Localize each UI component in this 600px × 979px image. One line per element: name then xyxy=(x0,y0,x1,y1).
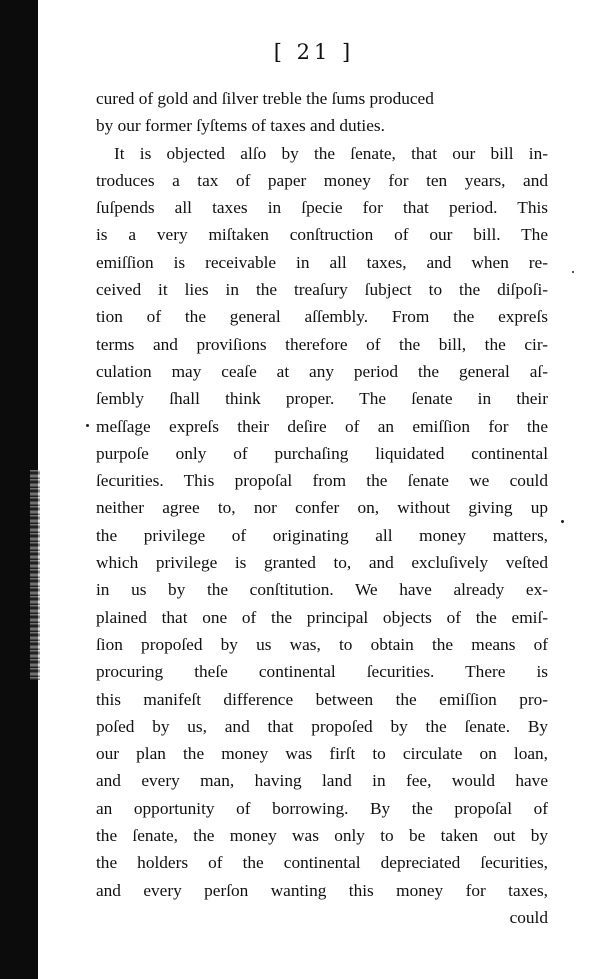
ink-speck xyxy=(86,424,89,427)
text-line: is a very miſtaken conſtruction of our bill. The xyxy=(96,225,548,245)
text-line: culation may ceaſe at any period the general aſ- xyxy=(96,361,548,381)
text-line: the ſenate, the money was only to be taken out by xyxy=(96,826,548,846)
ink-speck xyxy=(561,520,564,523)
spine-texture xyxy=(30,470,40,680)
text-line: in us by the conſtitution. We have already ex- xyxy=(96,580,548,600)
text-line: terms and proviſions therefore of the bill, the cir- xyxy=(96,334,548,354)
text-line: plained that one of the principal objects of the emiſ- xyxy=(96,607,548,627)
text-line: and every man, having land in fee, would have xyxy=(96,771,548,791)
text-line: our plan the money was firſt to circulate on loan, xyxy=(96,744,548,764)
text-line: which privilege is granted to, and excluſively veſted xyxy=(96,553,548,573)
text-line: ſecurities. This propoſal from the ſenate we could xyxy=(96,471,548,491)
text-line: the holders of the continental depreciated ſecurities, xyxy=(96,853,548,873)
book-spine-shadow xyxy=(0,0,38,979)
text-line: neither agree to, nor confer on, without giving up xyxy=(96,498,548,518)
text-line: purpoſe only of purchaſing liquidated continental xyxy=(96,443,548,463)
text-line: and every perſon wanting this money for taxes, xyxy=(96,880,548,900)
text-line: this manifeſt difference between the emiſſion pro- xyxy=(96,689,548,709)
page-number: [ 21 ] xyxy=(273,40,355,64)
text-line: tion of the general aſſembly. From the expreſs xyxy=(96,307,548,327)
text-line: by our former ſyſtems of taxes and duties. xyxy=(96,116,385,136)
text-line: an opportunity of borrowing. By the propoſal of xyxy=(96,798,548,818)
text-line: the privilege of originating all money matters, xyxy=(96,525,548,545)
catchword: could xyxy=(509,907,548,927)
text-line: poſed by us, and that propoſed by the ſenate. By xyxy=(96,716,548,736)
text-line: cured of gold and ſilver treble the ſums produced xyxy=(96,89,434,108)
text-line: meſſage expreſs their deſire of an emiſſion for the xyxy=(96,416,548,436)
text-line: ſembly ſhall think proper. The ſenate in their xyxy=(96,389,548,409)
text-line: ceived it lies in the treaſury ſubject to the diſpoſi- xyxy=(96,280,548,300)
text-line: emiſſion is receivable in all taxes, and when re- xyxy=(96,252,548,272)
text-line: procuring theſe continental ſecurities. There is xyxy=(96,662,548,682)
body-text xyxy=(96,85,548,931)
ink-speck xyxy=(572,271,574,273)
text-line: ſuſpends all taxes in ſpecie for that period. This xyxy=(96,198,548,218)
text-line: troduces a tax of paper money for ten years, and xyxy=(96,170,548,190)
text-line: It is objected alſo by the ſenate, that our bill in- xyxy=(114,143,548,163)
text-line: ſion propoſed by us was, to obtain the means of xyxy=(96,634,548,654)
